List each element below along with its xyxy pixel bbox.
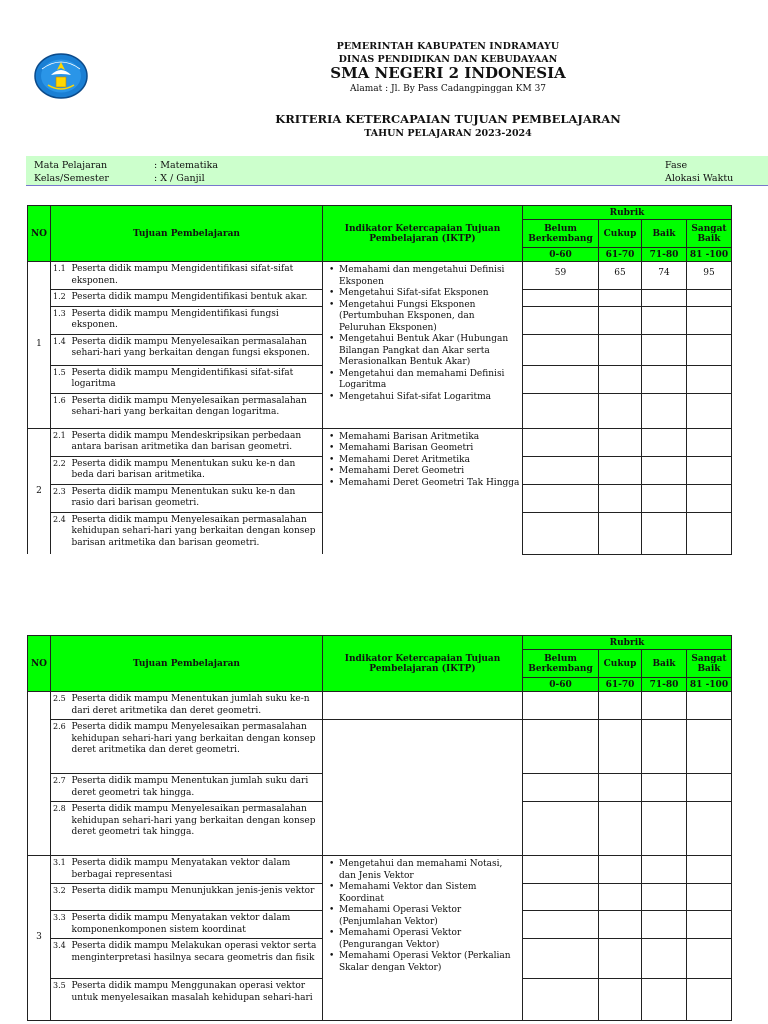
- score-cell[interactable]: [599, 428, 642, 456]
- score-cell[interactable]: [599, 802, 642, 856]
- header-rubrik: Rubrik: [523, 206, 732, 220]
- list-item: • Memahami Deret Geometri: [327, 466, 520, 478]
- header-tp: Tujuan Pembelajaran: [51, 206, 323, 262]
- header-line-1: PEMERINTAH KABUPATEN INDRAMAYU: [336, 41, 560, 52]
- range-baik: 71-80: [642, 248, 687, 262]
- list-item: • Memahami Vektor dan Sistem Koordinat: [327, 882, 520, 905]
- score-cell[interactable]: [687, 720, 732, 774]
- tp-text: Peserta didik mampu Menentukan suku ke-n dan beda dari barisan aritmetika.: [71, 456, 323, 484]
- header-line-2: DINAS PENDIDIKAN DAN KEBUDAYAAN: [338, 54, 558, 65]
- tp-text: Peserta didik mampu Menunjukkan jenis-jenis vektor: [71, 884, 323, 911]
- range-belum: 0-60: [523, 248, 599, 262]
- fase-label: Fase: [665, 160, 688, 171]
- subject-info-bar: [26, 156, 768, 186]
- tp-number: 3.1: [51, 856, 71, 884]
- score-cell[interactable]: [687, 484, 732, 512]
- table-row: [28, 692, 732, 720]
- range-baik: 71-80: [642, 678, 687, 692]
- score-cell[interactable]: [599, 393, 642, 428]
- alokasi-label: Alokasi Waktu: [665, 173, 734, 184]
- header-rubrik: Rubrik: [523, 636, 732, 650]
- score-cell[interactable]: [642, 720, 687, 774]
- score-cell[interactable]: [523, 290, 599, 307]
- tp-number: 2.1: [51, 428, 71, 456]
- tp-number: 2.7: [51, 774, 71, 802]
- score-cell[interactable]: [599, 692, 642, 720]
- score-cell[interactable]: [523, 774, 599, 802]
- score-cell[interactable]: [599, 365, 642, 393]
- school-address: Alamat : Jl. By Pass Cadangpinggan KM 37: [349, 84, 547, 94]
- header-baik: Baik: [642, 220, 687, 248]
- list-item: • Memahami Barisan Aritmetika: [327, 432, 520, 444]
- score-cell[interactable]: [523, 512, 599, 554]
- range-cukup: 61-70: [599, 678, 642, 692]
- kelas-label: Kelas/Semester: [34, 173, 109, 184]
- tp-text: Peserta didik mampu Menyatakan vektor dalam komponenkomponen sistem koordinat: [71, 911, 323, 939]
- score-cell[interactable]: [599, 856, 642, 884]
- tp-text: Peserta didik mampu Mengidentifikasi sifat-sifat eksponen.: [71, 262, 323, 290]
- tp-number: 2.3: [51, 484, 71, 512]
- list-item: • Memahami dan mengetahui Definisi Eksponen: [327, 265, 520, 288]
- tp-text: Peserta didik mampu Mengidentifikasi bentuk akar.: [71, 290, 323, 307]
- tp-number: 2.5: [51, 692, 71, 720]
- mapel-value: : Matematika: [154, 160, 218, 171]
- tp-text: Peserta didik mampu Menyelesaikan permasalahan kehidupan sehari-hari yang berkaitan dengan konsep barisan aritmetika dan barisan geometri.: [71, 512, 323, 554]
- score-cell[interactable]: [523, 456, 599, 484]
- header-baik: Baik: [642, 650, 687, 678]
- table-row: [28, 262, 732, 290]
- iktp-list-2: [323, 428, 523, 554]
- score-cell[interactable]: [523, 856, 599, 884]
- score-cell[interactable]: [687, 911, 732, 939]
- range-sangat: 81 -100: [687, 678, 732, 692]
- tp-number: 1.2: [51, 290, 71, 307]
- score-cell[interactable]: [642, 911, 687, 939]
- list-item: • Mengetahui Bentuk Akar (Hubungan Bilangan Pangkat dan Akar serta Merasionalkan Bentuk Akar): [327, 334, 520, 369]
- score-sangat[interactable]: 95: [687, 262, 732, 290]
- score-cell[interactable]: [687, 939, 732, 979]
- tp-number: 1.1: [51, 262, 71, 290]
- tp-text: Peserta didik mampu Menentukan jumlah suku dari deret geometri tak hingga.: [71, 774, 323, 802]
- iktp-cell: [323, 692, 523, 720]
- score-cell[interactable]: [599, 939, 642, 979]
- kktp-table-2: [27, 635, 732, 1021]
- header-belum: Belum Berkembang: [523, 220, 599, 248]
- tut-wuri-handayani-logo: [34, 53, 88, 99]
- list-item: • Mengetahui Sifat-sifat Logaritma: [327, 392, 520, 404]
- score-baik[interactable]: 74: [642, 262, 687, 290]
- list-item: • Memahami Barisan Geometri: [327, 443, 520, 455]
- score-cell[interactable]: [523, 720, 599, 774]
- header-cukup: Cukup: [599, 220, 642, 248]
- score-cell[interactable]: [599, 290, 642, 307]
- score-cell[interactable]: [523, 334, 599, 365]
- header-sangat: Sangat Baik: [687, 220, 732, 248]
- iktp-list-3: [323, 856, 523, 1021]
- score-cell[interactable]: [687, 306, 732, 334]
- score-cell[interactable]: [687, 456, 732, 484]
- document-title: KRITERIA KETERCAPAIAN TUJUAN PEMBELAJARAN: [275, 112, 621, 126]
- list-item: • Mengetahui Sifat-sifat Eksponen: [327, 288, 520, 300]
- range-cukup: 61-70: [599, 248, 642, 262]
- school-name: SMA NEGERI 2 INDONESIA: [330, 64, 566, 82]
- score-cell[interactable]: [642, 692, 687, 720]
- score-cell[interactable]: [642, 456, 687, 484]
- tp-number: 3.3: [51, 911, 71, 939]
- score-cell[interactable]: [642, 856, 687, 884]
- score-cell[interactable]: [523, 428, 599, 456]
- list-item: • Memahami Operasi Vektor (Perkalian Skalar dengan Vektor): [327, 951, 520, 974]
- score-cell[interactable]: [687, 884, 732, 911]
- table-row: [28, 720, 732, 774]
- tp-number: 3.2: [51, 884, 71, 911]
- score-cell[interactable]: [642, 306, 687, 334]
- score-cell[interactable]: [599, 512, 642, 554]
- score-cell[interactable]: [523, 393, 599, 428]
- header-belum: Belum Berkembang: [523, 650, 599, 678]
- iktp-cell: [323, 720, 523, 856]
- tp-text: Peserta didik mampu Menyelesaikan permasalahan sehari-hari yang berkaitan dengan logaritma.: [71, 393, 323, 428]
- score-cell[interactable]: [642, 884, 687, 911]
- score-cell[interactable]: [687, 774, 732, 802]
- score-cell[interactable]: [642, 774, 687, 802]
- score-cell[interactable]: [599, 334, 642, 365]
- list-item: • Mengetahui dan memahami Definisi Logaritma: [327, 369, 520, 392]
- table-row: [28, 856, 732, 884]
- tp-number: 1.5: [51, 365, 71, 393]
- score-cell[interactable]: [687, 290, 732, 307]
- score-cell[interactable]: [599, 774, 642, 802]
- iktp-list-1: [323, 262, 523, 429]
- score-cell[interactable]: [687, 979, 732, 1021]
- tp-number: 2.8: [51, 802, 71, 856]
- score-cell[interactable]: [687, 393, 732, 428]
- range-belum: 0-60: [523, 678, 599, 692]
- header-tp: Tujuan Pembelajaran: [51, 636, 323, 692]
- header-cukup: Cukup: [599, 650, 642, 678]
- tp-number: 3.4: [51, 939, 71, 979]
- score-cell[interactable]: [599, 720, 642, 774]
- score-cell[interactable]: [687, 512, 732, 554]
- score-cell[interactable]: [687, 802, 732, 856]
- score-cell[interactable]: [523, 484, 599, 512]
- header-no: NO: [28, 636, 51, 692]
- list-item: • Memahami Deret Aritmetika: [327, 455, 520, 467]
- score-cell[interactable]: [523, 911, 599, 939]
- group-number: [28, 692, 51, 856]
- score-cell[interactable]: [523, 802, 599, 856]
- header-iktp: Indikator Ketercapaian Tujuan Pembelajaran (IKTP): [323, 636, 523, 692]
- score-cell[interactable]: [523, 692, 599, 720]
- range-sangat: 81 -100: [687, 248, 732, 262]
- header-iktp: Indikator Ketercapaian Tujuan Pembelajaran (IKTP): [323, 206, 523, 262]
- score-cukup[interactable]: 65: [599, 262, 642, 290]
- score-cell[interactable]: [523, 306, 599, 334]
- score-cell[interactable]: [599, 306, 642, 334]
- tp-number: 2.2: [51, 456, 71, 484]
- table-row: [28, 428, 732, 456]
- score-cell[interactable]: [642, 939, 687, 979]
- score-cell[interactable]: [599, 911, 642, 939]
- tp-number: 1.6: [51, 393, 71, 428]
- header-sangat: Sangat Baik: [687, 650, 732, 678]
- kktp-table-1: [27, 205, 732, 555]
- score-cell[interactable]: [599, 484, 642, 512]
- tp-text: Peserta didik mampu Menyelesaikan permasalahan kehidupan sehari-hari yang berkaitan dengan konsep deret geometri tak hingga.: [71, 802, 323, 856]
- score-cell[interactable]: [687, 856, 732, 884]
- list-item: • Memahami Operasi Vektor (Penjumlahan Vektor): [327, 905, 520, 928]
- tp-text: Peserta didik mampu Menyatakan vektor dalam berbagai representasi: [71, 856, 323, 884]
- tp-number: 1.3: [51, 306, 71, 334]
- list-item: • Mengetahui Fungsi Eksponen (Pertumbuhan Eksponen, dan Peluruhan Eksponen): [327, 300, 520, 335]
- score-cell[interactable]: [642, 979, 687, 1021]
- score-cell[interactable]: [523, 884, 599, 911]
- score-cell[interactable]: [687, 334, 732, 365]
- score-cell[interactable]: [642, 334, 687, 365]
- score-cell[interactable]: [599, 979, 642, 1021]
- kelas-value: : X / Ganjil: [154, 173, 205, 184]
- score-cell[interactable]: [523, 365, 599, 393]
- score-cell[interactable]: [523, 939, 599, 979]
- score-cell[interactable]: [599, 456, 642, 484]
- tp-number: 2.4: [51, 512, 71, 554]
- tp-number: 2.6: [51, 720, 71, 774]
- score-cell[interactable]: [642, 802, 687, 856]
- score-cell[interactable]: [687, 365, 732, 393]
- score-cell[interactable]: [642, 290, 687, 307]
- tp-text: Peserta didik mampu Menyelesaikan permasalahan sehari-hari yang berkaitan dengan fungsi eksponen.: [71, 334, 323, 365]
- list-item: • Mengetahui dan memahami Notasi, dan Jenis Vektor: [327, 859, 520, 882]
- tp-text: Peserta didik mampu Menggunakan operasi vektor untuk menyelesaikan masalah kehidupan sehari-hari: [71, 979, 323, 1021]
- tp-text: Peserta didik mampu Mengidentifikasi fungsi eksponen.: [71, 306, 323, 334]
- group-number: 2: [28, 428, 51, 554]
- score-cell[interactable]: [599, 884, 642, 911]
- group-number: 3: [28, 856, 51, 1021]
- tp-text: Peserta didik mampu Mendeskripsikan perbedaan antara barisan aritmetika dan barisan geometri.: [71, 428, 323, 456]
- list-item: • Memahami Operasi Vektor (Pengurangan Vektor): [327, 928, 520, 951]
- tp-number: 3.5: [51, 979, 71, 1021]
- score-belum[interactable]: 59: [523, 262, 599, 290]
- tp-text: Peserta didik mampu Menentukan suku ke-n dan rasio dari barisan geometri.: [71, 484, 323, 512]
- tp-text: Peserta didik mampu Melakukan operasi vektor serta menginterpretasi hasilnya secara geometris dan fisik: [71, 939, 323, 979]
- score-cell[interactable]: [642, 365, 687, 393]
- score-cell[interactable]: [523, 979, 599, 1021]
- score-cell[interactable]: [642, 512, 687, 554]
- score-cell[interactable]: [687, 428, 732, 456]
- academic-year: TAHUN PELAJARAN 2023-2024: [364, 128, 532, 139]
- score-cell[interactable]: [642, 393, 687, 428]
- tp-text: Peserta didik mampu Mengidentifikasi sifat-sifat logaritma: [71, 365, 323, 393]
- mapel-label: Mata Pelajaran: [34, 160, 108, 171]
- score-cell[interactable]: [642, 428, 687, 456]
- score-cell[interactable]: [642, 484, 687, 512]
- score-cell[interactable]: [687, 692, 732, 720]
- tp-number: 1.4: [51, 334, 71, 365]
- tp-text: Peserta didik mampu Menyelesaikan permasalahan kehidupan sehari-hari yang berkaitan dengan konsep deret aritmetika dan deret geometri.: [71, 720, 323, 774]
- group-number: 1: [28, 262, 51, 429]
- list-item: • Memahami Deret Geometri Tak Hingga: [327, 478, 520, 490]
- tp-text: Peserta didik mampu Menentukan jumlah suku ke-n dari deret aritmetika dan deret geometri.: [71, 692, 323, 720]
- header-no: NO: [28, 206, 51, 262]
